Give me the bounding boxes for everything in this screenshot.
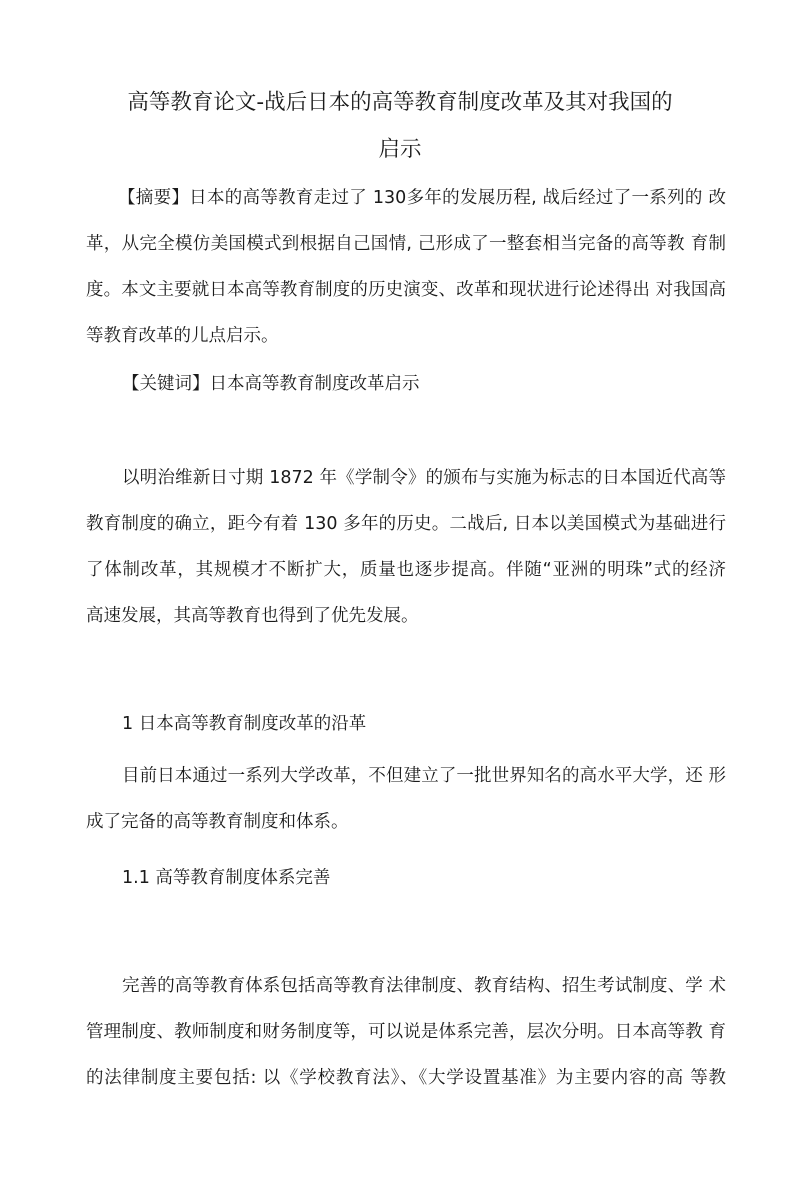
- intro-line: 了体制改革，其规模才不断扩大，质量也逐步提高。伴随“亚洲的明珠”式的经济: [86, 560, 726, 580]
- abstract-line: 【摘要】日本的高等教育走过了 130多年的发展历程, 战后经过了一系列的 改: [118, 188, 726, 208]
- section-1-heading: 1 日本高等教育制度改革的沿革: [122, 714, 367, 734]
- section-1-1-line: 管理制度、教师制度和财务制度等，可以说是体系完善，层次分明。日本高等教 育: [86, 1022, 726, 1042]
- section-1-1-line: 完善的高等教育体系包括高等教育法律制度、教育结构、招生考试制度、学 术: [122, 976, 726, 996]
- section-1-line: 目前日本通过一系列大学改革，不但建立了一批世界知名的高水平大学，还 形: [122, 766, 726, 786]
- intro-line: 高速发展，其高等教育也得到了优先发展。: [86, 606, 419, 626]
- abstract-line: 等教育改革的儿点启示。: [86, 326, 279, 346]
- intro-line: 教育制度的确立，距今有着 130 多年的历史。二战后, 日本以美国模式为基础进行: [86, 514, 726, 534]
- section-1-1-line: 的法律制度主要包括: 以《学校教育法》、《大学设置基准》为主要内容的高 等教: [86, 1068, 726, 1088]
- keywords: 【关键词】日本高等教育制度改革启示: [122, 374, 420, 394]
- abstract-line: 度。本文主要就日本高等教育制度的历史演变、改革和现状进行论述得出 对我国高: [86, 280, 726, 300]
- section-1-line: 成了完备的高等教育制度和体系。: [86, 812, 349, 832]
- document-title-line-1: 高等教育论文-战后日本的高等教育制度改革及其对我国的: [127, 90, 673, 115]
- abstract-line: 革，从完全模仿美国模式到根据自己国情, 己形成了一整套相当完备的高等教 育制: [86, 234, 726, 254]
- document-title-line-2: 启示: [378, 137, 422, 162]
- section-1-1-heading: 1.1 高等教育制度体系完善: [122, 868, 331, 888]
- intro-line: 以明治维新日寸期 1872 年《学制令》的颁布与实施为标志的日本国近代高等: [122, 468, 726, 488]
